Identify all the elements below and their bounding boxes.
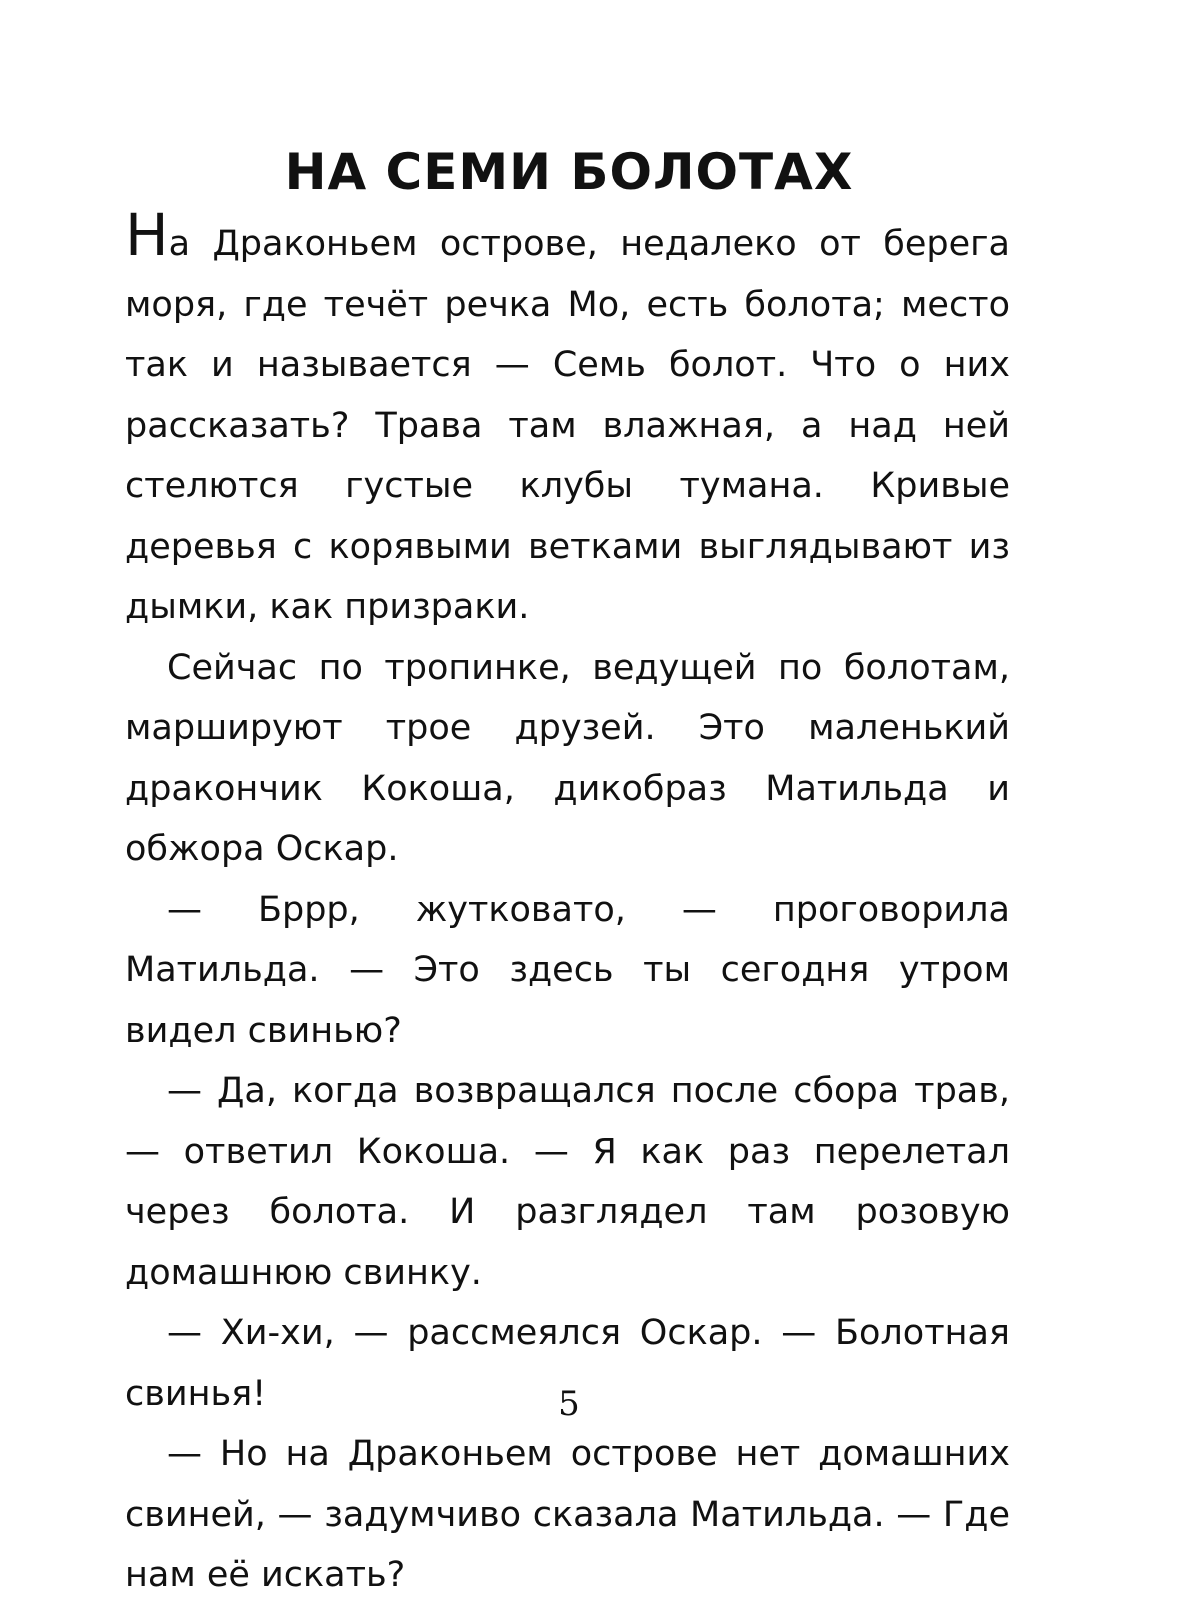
paragraph-6: — Но на Драконьем острове нет домашних свиней, — задумчиво сказала Матильда. — Где нам её искать? (125, 1434, 1010, 1595)
page-number: 5 (558, 1384, 580, 1424)
paragraph-3: — Бррр, жутковато, — проговорила Матильда. — Это здесь ты сегодня утром видел свинью? (125, 889, 1010, 1051)
paragraph-4: — Да, когда возвращался после сбора трав, — ответил Кокоша. — Я как раз перелетал через болота. И разглядел там розовую домашнюю свинку. (125, 1071, 1010, 1293)
paragraph-5: — Хи-хи, — рассмеялся Оскар. — Болотная свинья! (125, 1313, 1010, 1414)
paragraph-2: Сейчас по тропинке, ведущей по болотам, маршируют трое друзей. Это маленький дракончик Кокоша, дикобраз Матильда и обжора Оскар. (125, 647, 1010, 869)
drop-cap: Н (125, 201, 169, 269)
chapter-title: НА СЕМИ БОЛОТАХ (284, 143, 854, 201)
paragraph-1 (125, 201, 1010, 638)
paragraph-1-text: а Драконьем острове, недалеко от берега моря, где течёт речка Мо, есть болота; место так и называется — Семь болот. Что о них рассказать? Трава там влажная, а над ней стелются густые клубы тумана. Кривые деревья с корявыми ветками выглядывают из дымки, как призраки. (125, 224, 1010, 627)
